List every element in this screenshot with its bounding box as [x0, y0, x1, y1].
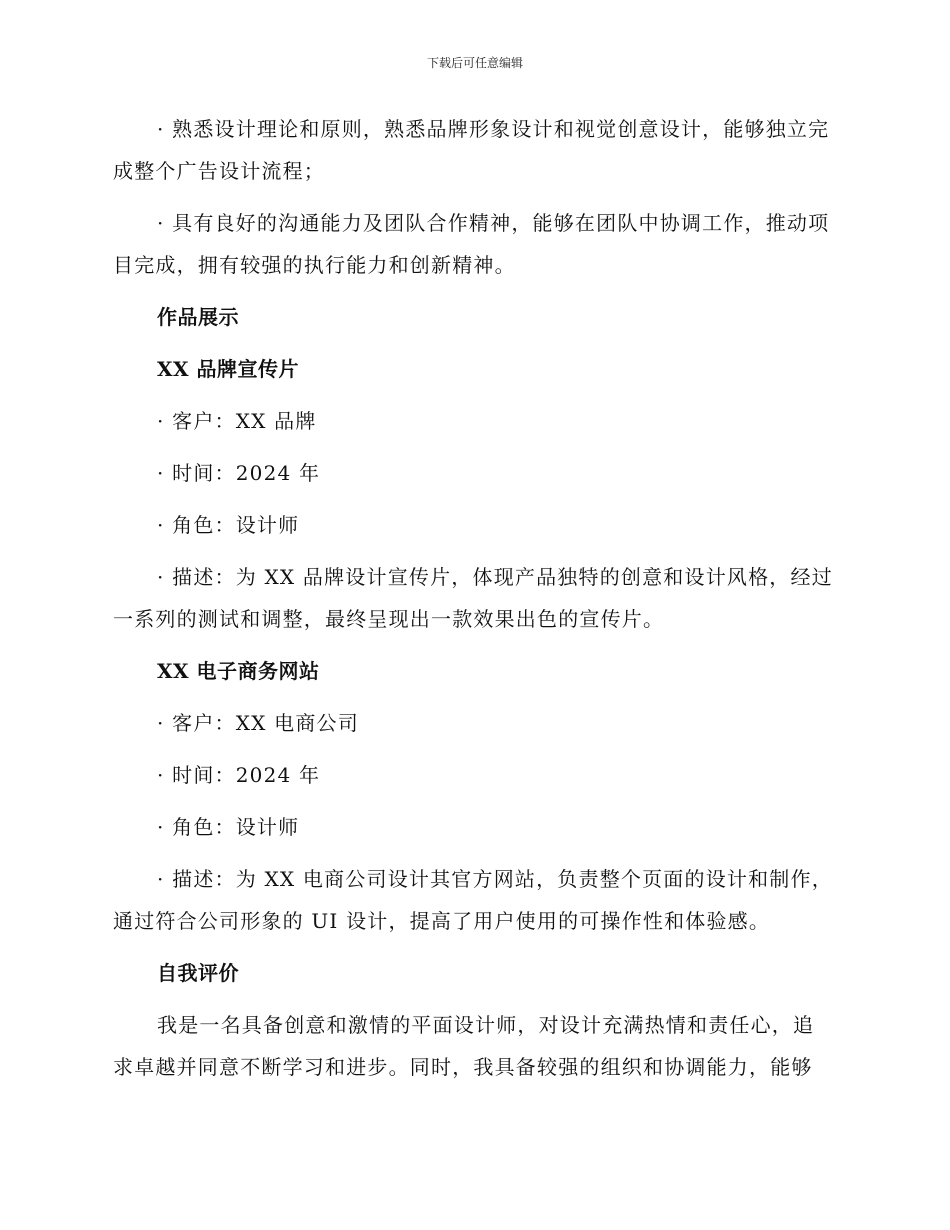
project-description: · 描述：为 XX 品牌设计宣传片，体现产品独特的创意和设计风格，经过一系列的测试和调整，最终呈现出一款效果出色的宣传片。	[113, 565, 833, 631]
page-header-note: 下载后可任意编辑	[426, 56, 523, 70]
skill-item-communication: · 具有良好的沟通能力及团队合作精神，能够在团队中协调工作，推动项目完成，拥有较强的执行能力和创新精神。	[113, 211, 830, 277]
project-role: · 角色：设计师	[157, 513, 300, 537]
project-ecommerce-site	[113, 650, 835, 942]
portfolio-heading: 作品展示	[157, 305, 239, 329]
project-title: XX 品牌宣传片	[157, 357, 299, 381]
project-time: · 时间：2024 年	[157, 763, 321, 787]
document-body	[113, 108, 835, 1098]
project-client: · 客户：XX 品牌	[157, 409, 317, 433]
project-role: · 角色：设计师	[157, 815, 300, 839]
project-client: · 客户：XX 电商公司	[157, 711, 359, 735]
project-description: · 描述：为 XX 电商公司设计其官方网站，负责整个页面的设计和制作，通过符合公司形象的 UI 设计，提高了用户使用的可操作性和体验感。	[113, 867, 833, 933]
skill-item-design-theory: · 熟悉设计理论和原则，熟悉品牌形象设计和视觉创意设计，能够独立完成整个广告设计流程；	[113, 117, 830, 183]
project-brand-video	[113, 348, 835, 640]
self-evaluation-text: 我是一名具备创意和激情的平面设计师，对设计充满热情和责任心，追求卓越并同意不断学习和进步。同时，我具备较强的组织和协调能力，能够	[113, 1013, 815, 1079]
self-evaluation-heading: 自我评价	[157, 961, 239, 985]
project-title: XX 电子商务网站	[157, 659, 320, 683]
project-time: · 时间：2024 年	[157, 461, 321, 485]
